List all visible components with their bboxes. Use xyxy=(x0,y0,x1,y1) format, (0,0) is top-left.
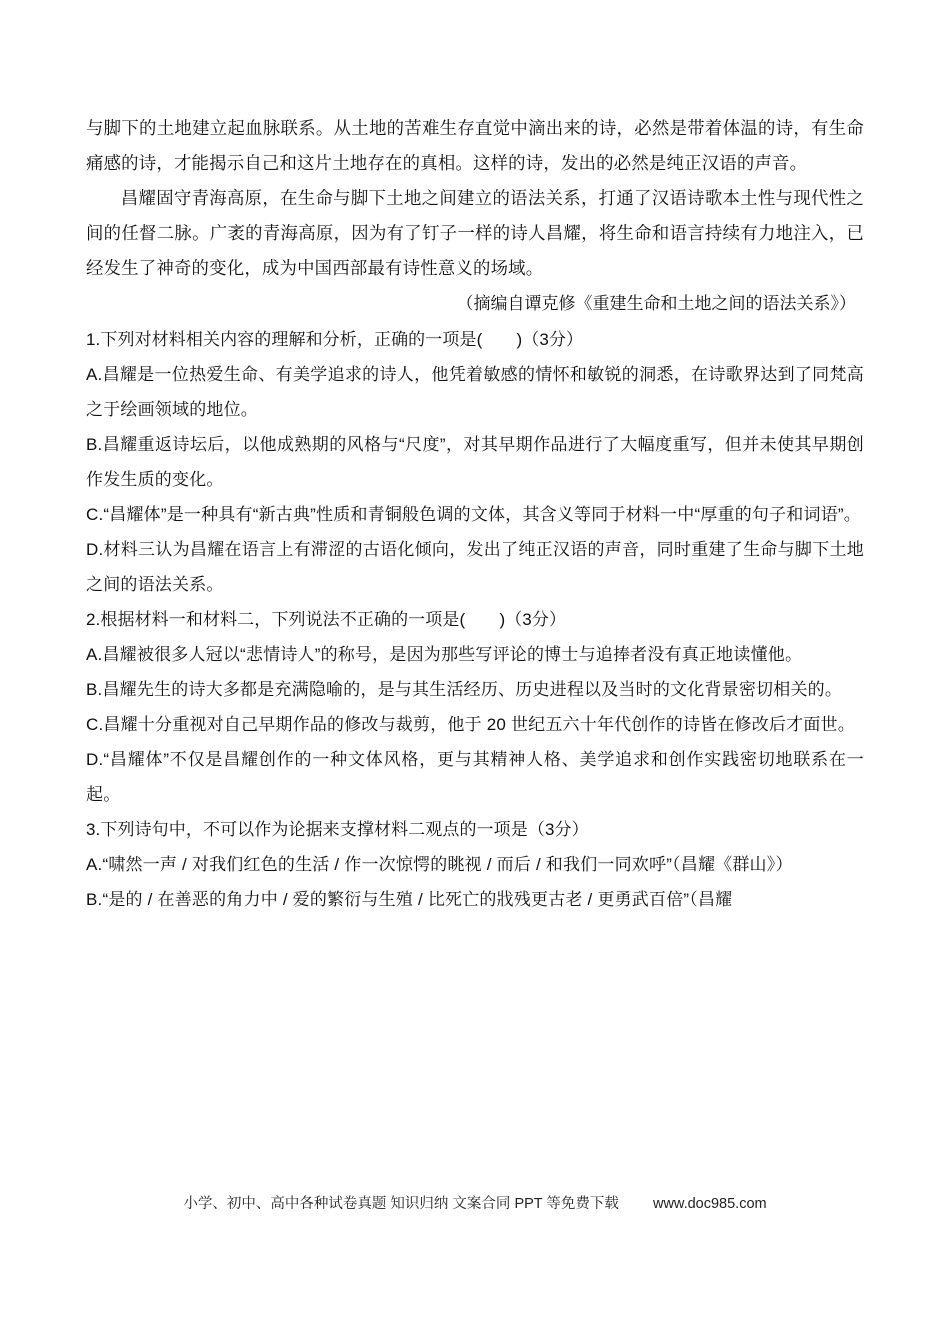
option-b: B.昌耀先生的诗大多都是充满隐喻的，是与其生活经历、历史进程以及当时的文化背景密切相关的。 xyxy=(86,680,843,699)
passage-source: （摘编自谭克修《重建生命和土地之间的语法关系》） xyxy=(456,294,856,314)
option-a: A.“啸然一声 / 对我们红色的生活 / 作一次惊愕的眺视 / 而后 / 和我们一同欢呼”（昌耀《群山》） xyxy=(86,855,793,874)
option-b: B.昌耀重返诗坛后，以他成熟期的风格与“尺度”，对其早期作品进行了大幅度重写，但并未使其早期创作发生质的变化。 xyxy=(86,435,864,489)
footer-text: 小学、初中、高中各种试卷真题 知识归纳 文案合同 PPT 等免费下载 xyxy=(183,1196,619,1212)
footer-url[interactable]: www.doc985.com xyxy=(652,1196,767,1212)
question-2 xyxy=(86,602,864,812)
option-a: A.昌耀被很多人冠以“悲情诗人”的称号，是因为那些写评论的博士与追捧者没有真正地读懂他。 xyxy=(86,645,803,664)
option-c: C.昌耀十分重视对自己早期作品的修改与裁剪，他于 20 世纪五六十年代创作的诗皆在修改后才面世。 xyxy=(86,715,855,734)
document-page xyxy=(86,112,864,917)
passage-paragraph-1: 与脚下的土地建立起血脉联系。从土地的苦难生存直觉中滴出来的诗，必然是带着体温的诗，有生命痛感的诗，才能揭示自己和这片土地存在的真相。这样的诗，发出的必然是纯正汉语的声音。 xyxy=(86,119,864,174)
question-stem: 1.下列对材料相关内容的理解和分析，正确的一项是( )（3分） xyxy=(86,330,584,349)
question-stem: 3.下列诗句中，不可以作为论据来支撑材料二观点的一项是（3分） xyxy=(86,820,589,839)
option-c: C.“昌耀体”是一种具有“新古典”性质和青铜般色调的文体，其含义等同于材料一中“厚重的句子和词语”。 xyxy=(86,505,861,524)
page-footer xyxy=(0,1192,950,1213)
question-3 xyxy=(86,812,864,917)
option-d: D.“昌耀体”不仅是昌耀创作的一种文体风格，更与其精神人格、美学追求和创作实践密切地联系在一起。 xyxy=(86,750,864,804)
passage-paragraph-2: 昌耀固守青海高原，在生命与脚下土地之间建立的语法关系，打通了汉语诗歌本土性与现代性之间的任督二脉。广袤的青海高原，因为有了钉子一样的诗人昌耀，将生命和语言持续有力地注入，已经发生了神奇的变化，成为中国西部最有诗性意义的场域。 xyxy=(86,189,864,279)
option-b: B.“是的 / 在善恶的角力中 / 爱的繁衍与生殖 / 比死亡的戕残更古老 / 更勇武百倍”（昌耀 xyxy=(86,890,733,909)
question-stem: 2.根据材料一和材料二，下列说法不正确的一项是( )（3分） xyxy=(86,610,567,629)
option-d: D.材料三认为昌耀在语言上有滞涩的古语化倾向，发出了纯正汉语的声音，同时重建了生命与脚下土地之间的语法关系。 xyxy=(86,540,864,594)
question-1 xyxy=(86,322,864,602)
option-a: A.昌耀是一位热爱生命、有美学追求的诗人，他凭着敏感的情怀和敏锐的洞悉，在诗歌界达到了同梵高之于绘画领域的地位。 xyxy=(86,365,864,419)
